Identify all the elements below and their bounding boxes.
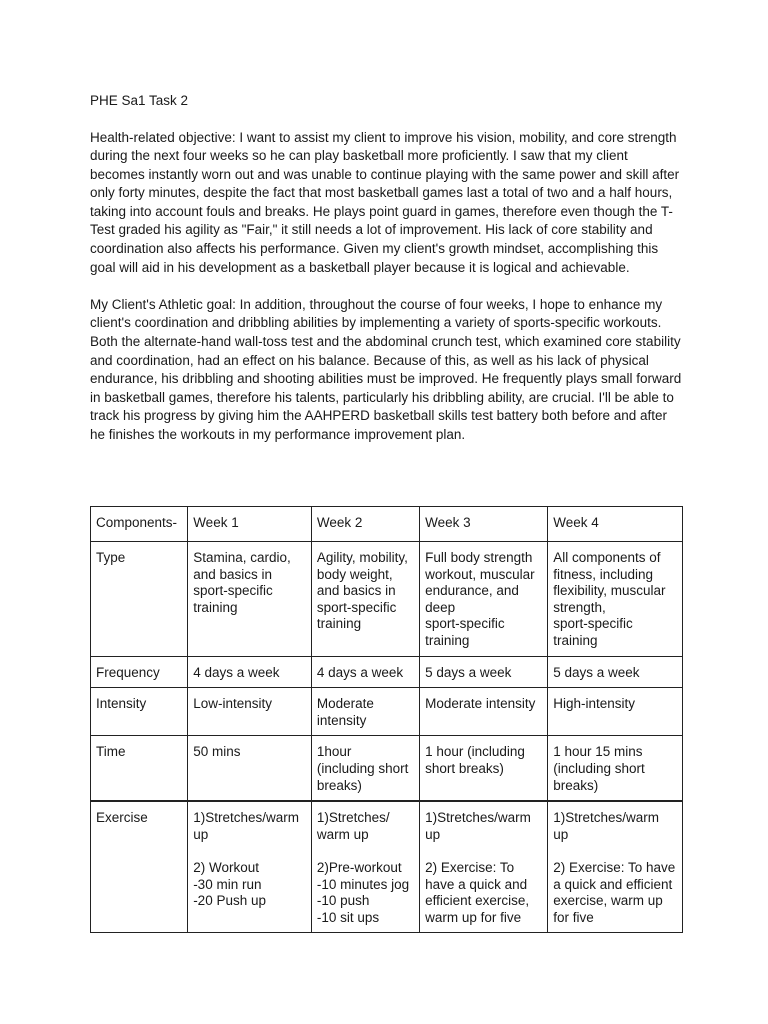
- athletic-goal-paragraph: My Client's Athletic goal: In addition, throughout the course of four weeks, I hope to enhance my client's coordination and dribbling abilities by implementing a variety of sports-specific workouts. Both the alternate-hand wall-toss test and the abdominal crunch test, which examined core stability and coordination, had an effect on his balance. Because of this, as well as his lack of physical endurance, his dribbling and shooting abilities must be improved. He frequently plays small forward in basketball games, therefore his talents, particularly his dribbling ability, are crucial. I'll be able to track his progress by giving him the AAHPERD basketball skills test battery both before and after he finishes the workouts in my performance improvement plan.: [90, 296, 682, 442]
- table-cell: 1)Stretches/ warm up 2)Pre-workout -10 minutes jog -10 push -10 sit ups: [311, 801, 419, 933]
- header-cell-week-2: Week 2: [311, 507, 419, 542]
- table-cell: Full body strength workout, muscular endurance, and deep sport-specific training: [420, 542, 548, 657]
- table-cell: 4 days a week: [188, 656, 312, 688]
- document-title: PHE Sa1 Task 2: [90, 93, 189, 108]
- header-cell-week-1: Week 1: [188, 507, 312, 542]
- table-cell: 50 mins: [188, 736, 312, 801]
- row-label: Type: [91, 542, 188, 657]
- header-cell-week-4: Week 4: [548, 507, 683, 542]
- table-row-type: [91, 542, 683, 657]
- row-label: Frequency: [91, 656, 188, 688]
- table-header-row: [91, 507, 683, 542]
- row-label: Time: [91, 736, 188, 801]
- table-cell: 1)Stretches/warm up 2) Exercise: To have a quick and efficient exercise, warm up for five: [420, 801, 548, 933]
- table-cell: 5 days a week: [548, 656, 683, 688]
- table-cell: 1)Stretches/warm up 2) Exercise: To have a quick and efficient exercise, warm up for five: [548, 801, 683, 933]
- table-cell: 1 hour 15 mins (including short breaks): [548, 736, 683, 801]
- table-cell: Low-intensity: [188, 688, 312, 736]
- table-cell: 5 days a week: [420, 656, 548, 688]
- table-cell: Agility, mobility, body weight, and basics in sport-specific training: [311, 542, 419, 657]
- table-cell: Moderate intensity: [420, 688, 548, 736]
- row-label: Intensity: [91, 688, 188, 736]
- table-cell: 1)Stretches/warm up 2) Workout -30 min run -20 Push up: [188, 801, 312, 933]
- health-objective-paragraph: Health-related objective: I want to assist my client to improve his vision, mobility, and core strength during the next four weeks so he can play basketball more proficiently. I saw that my client becomes instantly worn out and was unable to continue playing with the same power and skill after only forty minutes, despite the fact that most basketball games last a total of two and a half hours, taking into account fouls and breaks. He plays point guard in games, therefore even though the T-Test graded his agility as "Fair," it still needs a lot of improvement. His lack of core stability and coordination also affects his performance. Given my client's growth mindset, accomplishing this goal will aid in his development as a basketball player because it is logical and achievable.: [90, 129, 680, 275]
- table-row-exercise: [91, 801, 683, 933]
- header-cell-week-3: Week 3: [420, 507, 548, 542]
- table-cell: 1 hour (including short breaks): [420, 736, 548, 801]
- performance-plan-table: [90, 506, 683, 933]
- table-cell: High-intensity: [548, 688, 683, 736]
- table-cell: Moderate intensity: [311, 688, 419, 736]
- document-body: [90, 92, 682, 463]
- table-row-time: [91, 736, 683, 801]
- table-cell: 4 days a week: [311, 656, 419, 688]
- table-row-frequency: [91, 656, 683, 688]
- table-cell: Stamina, cardio, and basics in sport-specific training: [188, 542, 312, 657]
- table-cell: All components of fitness, including flexibility, muscular strength, sport-specific training: [548, 542, 683, 657]
- table-row-intensity: [91, 688, 683, 736]
- table-cell: 1hour (including short breaks): [311, 736, 419, 801]
- header-cell-components: Components-: [91, 507, 188, 542]
- row-label: Exercise: [91, 801, 188, 933]
